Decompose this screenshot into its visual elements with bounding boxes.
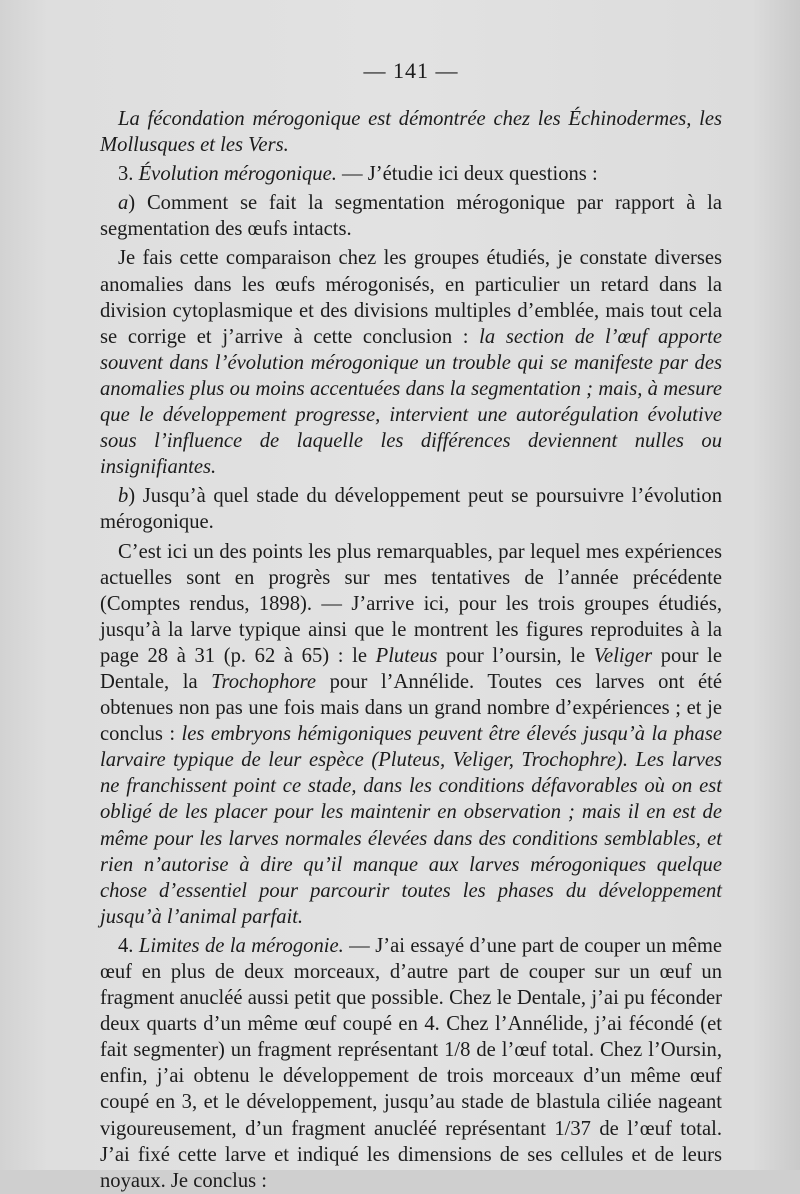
text-run: Je fais cette comparaison chez les groupes étudiés, je constate diverses anomalies dans les œufs mérogonisés, en particulier un retard dans la division cytoplasmique et des divisions multiples d’emblée, mais tout cela se corrige et j’arrive à cette conclusion : xyxy=(100,247,722,348)
italic-run: b xyxy=(118,485,129,508)
text-run: pour le Dentale, la xyxy=(100,644,722,693)
paragraph xyxy=(100,483,722,535)
text-run: 4. xyxy=(118,934,139,957)
page-number: — 141 — xyxy=(363,58,459,83)
text-run: ) Jusqu’à quel stade du développement peut se poursuivre l’évolution mérogonique. xyxy=(100,485,722,534)
paragraph xyxy=(100,933,722,1194)
paragraph xyxy=(100,106,722,158)
text-run: 3. xyxy=(118,163,139,186)
paragraph xyxy=(100,161,722,187)
italic-run: Limites de la mérogonie. xyxy=(138,934,344,957)
text-run: — J’ai essayé d’une part de couper un même œuf en plus de deux morceaux, d’autre part de couper sur un œuf un fragment anucléé aussi petit que possible. Chez le Dentale, j’ai pu féconder deux quarts d’un même œuf coupé en 4. Chez l’Annélide, j’ai fécondé (et fait segmenter) un fragment représentant 1/8 de l’œuf total. Chez l’Oursin, enfin, j’ai obtenu le développement de trois morceaux d’un même œuf coupé en 3, et le développement, jusqu’au stade de blastula ciliée nageant vigoureusement, d’un fragment anucléé représentant 1/37 de l’œuf total. J’ai fixé cette larve et indiqué les dimensions de ses cellules et de leurs noyaux. Je conclus : xyxy=(100,934,722,1192)
paragraph xyxy=(100,539,722,930)
italic-run: la section de l’œuf apporte souvent dans l’évolution mérogonique un trouble qui se manifeste par des anomalies plus ou moins accentuées dans la segmentation ; mais, à mesure que le développement progresse, intervient une autorégulation évolutive sous l’influence de laquelle les différences deviennent nulles ou insignifiantes. xyxy=(100,325,723,479)
text-run: C’est ici un des points les plus remarquables, par lequel mes expériences actuelles sont en progrès sur mes tentatives de l’année précédente (Comptes rendus, 1898). — J’arrive ici, pour les trois groupes étudiés, jusqu’à la larve typique ainsi que le montrent les figures reproduites à la page 28 à 31 (p. 62 à 65) : le xyxy=(100,540,722,667)
text-run: pour l’Annélide. Toutes ces larves ont été obtenues non pas une fois mais dans un grand nombre d’expériences ; et je conclus : xyxy=(100,670,722,746)
text-run: — J’étudie ici deux questions : xyxy=(336,163,598,186)
italic-run: les embryons hémigoniques peuvent être élevés jusqu’à la phase larvaire typique de leur espèce (Pluteus, Veliger, Trochophre). Les larves ne franchissent point ce stade, dans les conditions défavorables où on est obligé de les placer pour les maintenir en observation ; mais il en est de même pour les larves normales élevées dans des conditions semblables, et rien n’autorise à dire qu’il manque aux larves mérogoniques quelque chose d’essentiel pour parcourir toutes les phases du développement jusqu’à l’animal parfait. xyxy=(100,723,722,928)
text-run: ) Comment se fait la segmentation mérogonique par rapport à la segmentation des œufs intacts. xyxy=(100,192,722,241)
body-text xyxy=(100,106,722,1194)
italic-run: La fécondation mérogonique est démontrée chez les Échinodermes, les Mollusques et les Vers. xyxy=(100,108,722,157)
italic-run: Veliger xyxy=(593,644,653,667)
italic-run: Pluteus xyxy=(375,644,438,667)
paragraph xyxy=(100,190,722,242)
italic-run: Évolution mérogonique. xyxy=(138,163,337,186)
italic-run: a xyxy=(118,192,129,215)
page-body xyxy=(100,58,722,1194)
text-run: pour l’oursin, le xyxy=(437,644,594,667)
italic-run: Trochophore xyxy=(211,670,317,693)
paragraph xyxy=(100,245,722,480)
